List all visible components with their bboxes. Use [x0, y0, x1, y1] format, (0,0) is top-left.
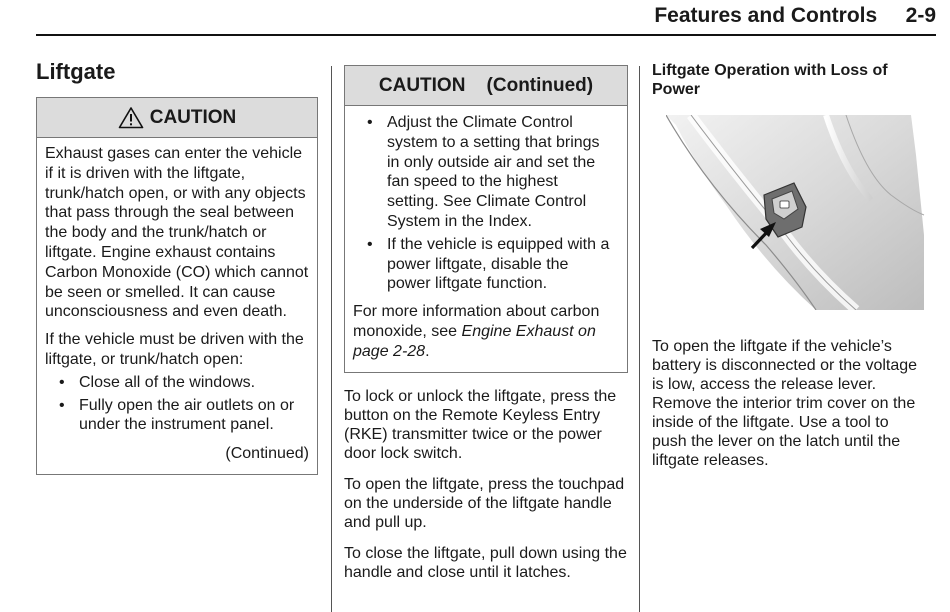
list-item: • If the vehicle is equipped with a power liftgate, disable the power liftgate function. — [353, 235, 619, 294]
liftgate-latch-illustration — [666, 115, 926, 310]
body-text — [344, 387, 628, 582]
warning-triangle-icon — [118, 106, 144, 129]
caution-box — [36, 97, 318, 475]
caution-body — [345, 106, 627, 372]
caution-text: Exhaust gases can enter the vehicle if it is driven with the liftgate, trunk/hatch open, or with any objects that pass through the seal between the body and the trunk/hatch or liftgate. Engine exhaust contains Carbon Monoxide (CO) which cannot be seen or smelled. It can cause unconsciousness and even death. — [45, 145, 309, 321]
column-divider — [331, 66, 332, 612]
paragraph-close: To close the liftgate, pull down using the handle and close until it latches. — [344, 544, 627, 581]
more-info-intro: For more information about carbon monoxide, see — [353, 303, 600, 340]
caution-list — [45, 373, 309, 435]
list-item: • Fully open the air outlets on or under the instrument panel. — [45, 396, 309, 436]
caution-header — [37, 98, 317, 138]
caution-header — [345, 66, 627, 106]
column-3 — [652, 61, 926, 470]
body-text — [652, 337, 926, 470]
caution-box-continued — [344, 65, 628, 373]
page-number: 2-9 — [905, 4, 936, 27]
cross-reference: Engine Exhaust on page 2-28 — [353, 322, 596, 360]
list-item: • Close all of the windows. — [45, 373, 309, 393]
continued-note: (Continued) — [225, 445, 309, 463]
column-2 — [344, 65, 628, 582]
more-info-end: . — [425, 342, 430, 360]
column-1 — [36, 58, 318, 475]
more-info-text — [353, 302, 619, 361]
caution-label: CAUTION (Continued) — [378, 74, 594, 96]
caution-body — [37, 138, 317, 474]
paragraph-open: To open the liftgate, press the touchpad on the underside of the liftgate handle and pull up. — [344, 475, 625, 531]
paragraph-lock: To lock or unlock the liftgate, press the button on the Remote Keyless Entry (RKE) transmitter twice or the power door lock switch. — [344, 387, 617, 462]
column-divider — [639, 66, 640, 612]
caution-list — [353, 113, 619, 294]
page-header — [36, 4, 936, 36]
section-heading: Liftgate — [36, 59, 116, 84]
section-title: Features and Controls — [654, 4, 878, 27]
caution-label: CAUTION — [149, 106, 237, 128]
caution-text: If the vehicle must be driven with the liftgate, or trunk/hatch open: — [45, 331, 304, 368]
list-item: • Adjust the Climate Control system to a setting that brings in only outside air and set the fan speed to the highest setting. See Climate Control System in the Index. — [353, 113, 619, 232]
subsection-heading: Liftgate Operation with Loss of Power — [652, 62, 888, 98]
paragraph-loss-of-power: To open the liftgate if the vehicle’s battery is disconnected or the voltage is low, access the release lever. Remove the interior trim cover on the inside of the liftgate. Use a tool to push the lever on the latch until the liftgate releases. — [652, 338, 918, 469]
